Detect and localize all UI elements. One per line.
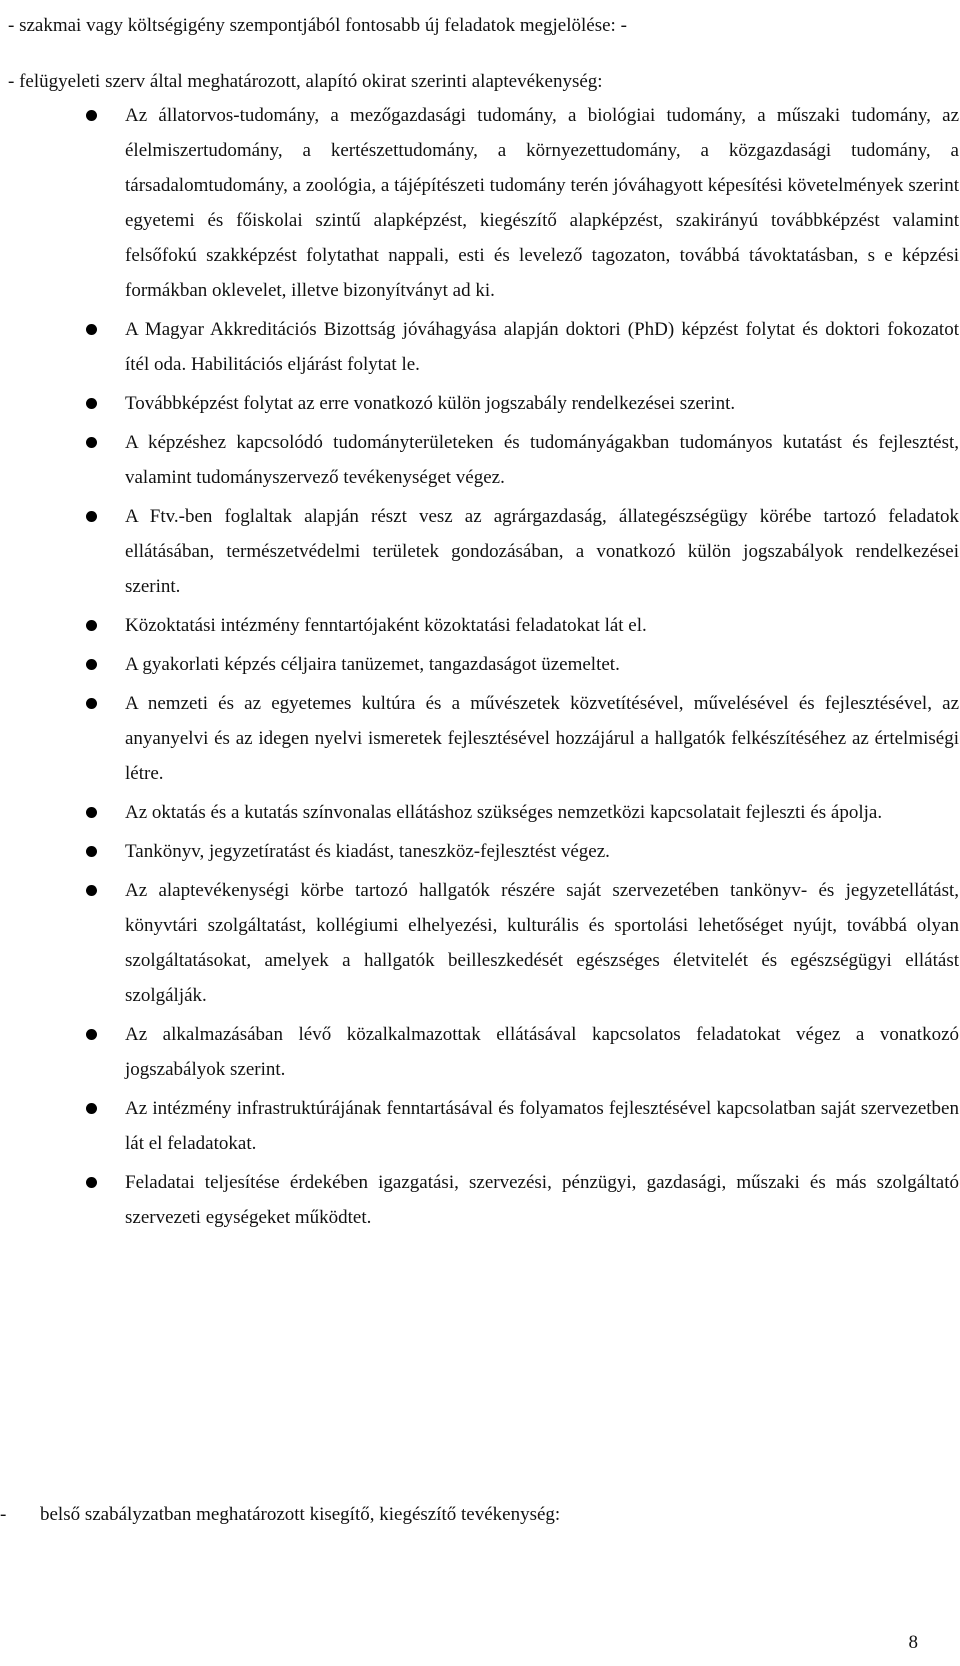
list-item-text: Az alaptevékenységi körbe tartozó hallgatók részére saját szervezetében tankönyv- és jegyzetellátást, könyvtári szolgáltatást, kollégiumi elhelyezési, kulturális és sportolási lehetőséget nyújt, továbbá olyan szolgáltatásokat, amelyek a hallgatók beilleszkedését egészséges életvitelét és egészségügyi ellátást szolgálják.: [125, 880, 959, 1006]
bullet-icon: [86, 698, 97, 709]
new-tasks-heading: - szakmai vagy költségigény szempontjából fontosabb új feladatok megjelölése: -: [8, 15, 627, 36]
list-item-text: Az oktatás és a kutatás színvonalas ellátáshoz szükséges nemzetközi kapcsolatait fejleszti és ápolja.: [125, 802, 883, 823]
core-activity-list: [0, 98, 960, 1239]
list-item: [0, 98, 959, 308]
list-item-text: Az állatorvos-tudomány, a mezőgazdasági tudomány, a biológiai tudomány, a műszaki tudomány, az élelmiszertudomány, a kertészettudomány, a környezettudomány, a közgazdasági tudomány, a társadalomtudomány, a zoológia, a tájépítészeti tudomány terén jóváhagyott képesítési követelmények szerint egyetemi és főiskolai szintű alapképzést, kiegészítő alapképzést, szakirányú továbbképzést valamint felsőfokú szakképzést folytathat nappali, esti és levelező tagozaton, továbbá távoktatásban, s e képzési formákban oklevelet, illetve bizonyítványt ad ki.: [125, 105, 959, 301]
list-item: [0, 608, 959, 643]
list-item-text: Az intézmény infrastruktúrájának fenntartásával és folyamatos fejlesztésével kapcsolatban saját szervezetben lát el feladatokat.: [125, 1098, 959, 1154]
auxiliary-heading-text: belső szabályzatban meghatározott kisegítő, kiegészítő tevékenység:: [40, 1504, 561, 1525]
list-item-text: Tankönyv, jegyzetíratást és kiadást, taneszköz-fejlesztést végez.: [125, 841, 610, 862]
bullet-icon: [86, 885, 97, 896]
list-item-text: A gyakorlati képzés céljaira tanüzemet, tangazdaságot üzemeltet.: [125, 654, 620, 675]
list-item: [0, 1017, 959, 1087]
list-item: [0, 795, 959, 830]
list-item: [0, 686, 959, 791]
list-item-text: Feladatai teljesítése érdekében igazgatási, szervezési, pénzügyi, gazdasági, műszaki és más szolgáltató szervezeti egységeket működtet.: [125, 1172, 959, 1228]
auxiliary-dash: -: [0, 1504, 7, 1525]
bullet-icon: [86, 437, 97, 448]
bullet-icon: [86, 846, 97, 857]
list-item: [0, 425, 959, 495]
page-number: 8: [908, 1632, 918, 1653]
bullet-icon: [86, 398, 97, 409]
bullet-icon: [86, 807, 97, 818]
list-item: [0, 1165, 959, 1235]
list-item-text: A képzéshez kapcsolódó tudományterületeken és tudományágakban tudományos kutatást és fejlesztést, valamint tudományszervező tevékenységet végez.: [125, 432, 959, 488]
list-item: [0, 312, 959, 382]
list-item-text: A Ftv.-ben foglaltak alapján részt vesz az agrárgazdaság, állategészségügy körébe tartozó feladatok ellátásában, természetvédelmi területek gondozásában, a vonatkozó külön jogszabályok rendelkezései szerint.: [125, 506, 959, 597]
bullet-icon: [86, 324, 97, 335]
bullet-icon: [86, 1103, 97, 1114]
bullet-icon: [86, 1029, 97, 1040]
list-item-text: Az alkalmazásában lévő közalkalmazottak ellátásával kapcsolatos feladatokat végez a vonatkozó jogszabályok szerint.: [125, 1024, 959, 1080]
list-item-text: Közoktatási intézmény fenntartójaként közoktatási feladatokat lát el.: [125, 615, 647, 636]
bullet-icon: [86, 110, 97, 121]
list-item: [0, 834, 959, 869]
list-item: [0, 1091, 959, 1161]
list-item: [0, 386, 959, 421]
bullet-icon: [86, 659, 97, 670]
bullet-icon: [86, 1177, 97, 1188]
auxiliary-activity-heading: [0, 1497, 560, 1532]
list-item: [0, 873, 959, 1013]
bullet-icon: [86, 620, 97, 631]
list-item-text: A nemzeti és az egyetemes kultúra és a művészetek közvetítésével, művelésével és fejlesztésével, az anyanyelvi és az idegen nyelvi ismeretek fejlesztésével hozzájárul a hallgatók felkészítéséhez az értelmiségi létre.: [125, 693, 959, 784]
bullet-icon: [86, 511, 97, 522]
core-activity-heading: - felügyeleti szerv által meghatározott, alapító okirat szerinti alaptevékenység:: [8, 71, 603, 92]
list-item: [0, 499, 959, 604]
list-item-text: Továbbképzést folytat az erre vonatkozó külön jogszabály rendelkezései szerint.: [125, 393, 736, 414]
list-item-text: A Magyar Akkreditációs Bizottság jóváhagyása alapján doktori (PhD) képzést folytat és doktori fokozatot ítél oda. Habilitációs eljárást folytat le.: [125, 319, 959, 375]
list-item: [0, 647, 959, 682]
